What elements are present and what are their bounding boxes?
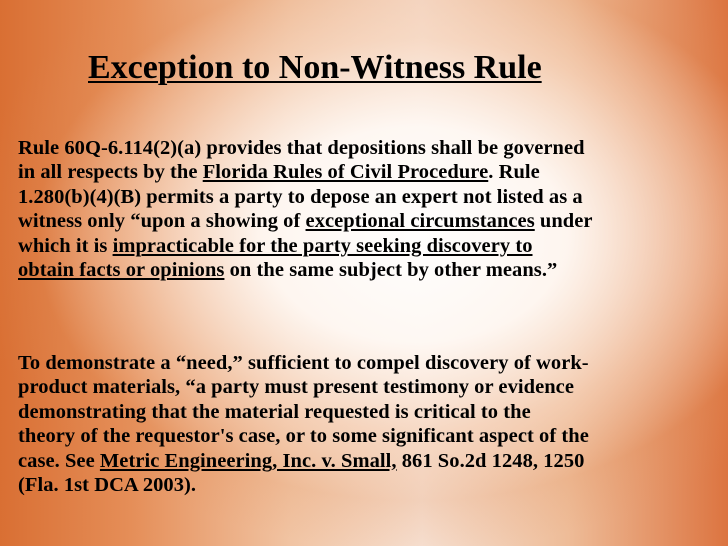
rule-text-line-2-end: . Rule [488,161,540,184]
rule-text-line-3: 1.280(b)(4)(B) permits a party to depose an expert not listed as a [18,185,583,208]
rule-text-line-4-start: witness only “upon a showing of [18,210,306,233]
need-text-line-1: To demonstrate a “need,” sufficient to compel discovery of work- [18,352,589,374]
rule-text-line-4-end: under [534,210,593,233]
need-paragraph [18,351,698,497]
need-text-line-3: demonstrating that the material requested is critical to the [18,400,531,423]
rule-paragraph [18,136,698,282]
need-text-line-5-start: case. See [18,449,100,472]
impracticable-phrase-line-1: impracticable for the party seeking discovery to [112,234,533,257]
need-text-line-2: product materials, “a party must present testimony or evidence [18,376,574,399]
need-text-line-6: (Fla. 1st DCA 2003). [18,474,197,497]
rule-text-line-5-start: which it is [18,234,113,257]
need-text-line-4: theory of the requestor's case, or to some significant aspect of the [18,425,589,448]
need-text-line-5-end: 861 So.2d 1248, 1250 [396,449,585,472]
case-citation-link: Metric Engineering, Inc. v. Small, [99,449,397,472]
florida-rules-reference: Florida Rules of Civil Procedure [202,161,489,184]
exceptional-circumstances-phrase: exceptional circumstances [305,210,535,233]
slide-title: Exception to Non-Witness Rule [88,49,542,86]
impracticable-phrase-line-2: obtain facts or opinions [18,259,225,282]
rule-text-line-1: Rule 60Q-6.114(2)(a) provides that depositions shall be governed [18,137,585,159]
rule-text-line-6-end: on the same subject by other means.” [224,259,558,282]
rule-text-line-2-start: in all respects by the [18,161,203,184]
